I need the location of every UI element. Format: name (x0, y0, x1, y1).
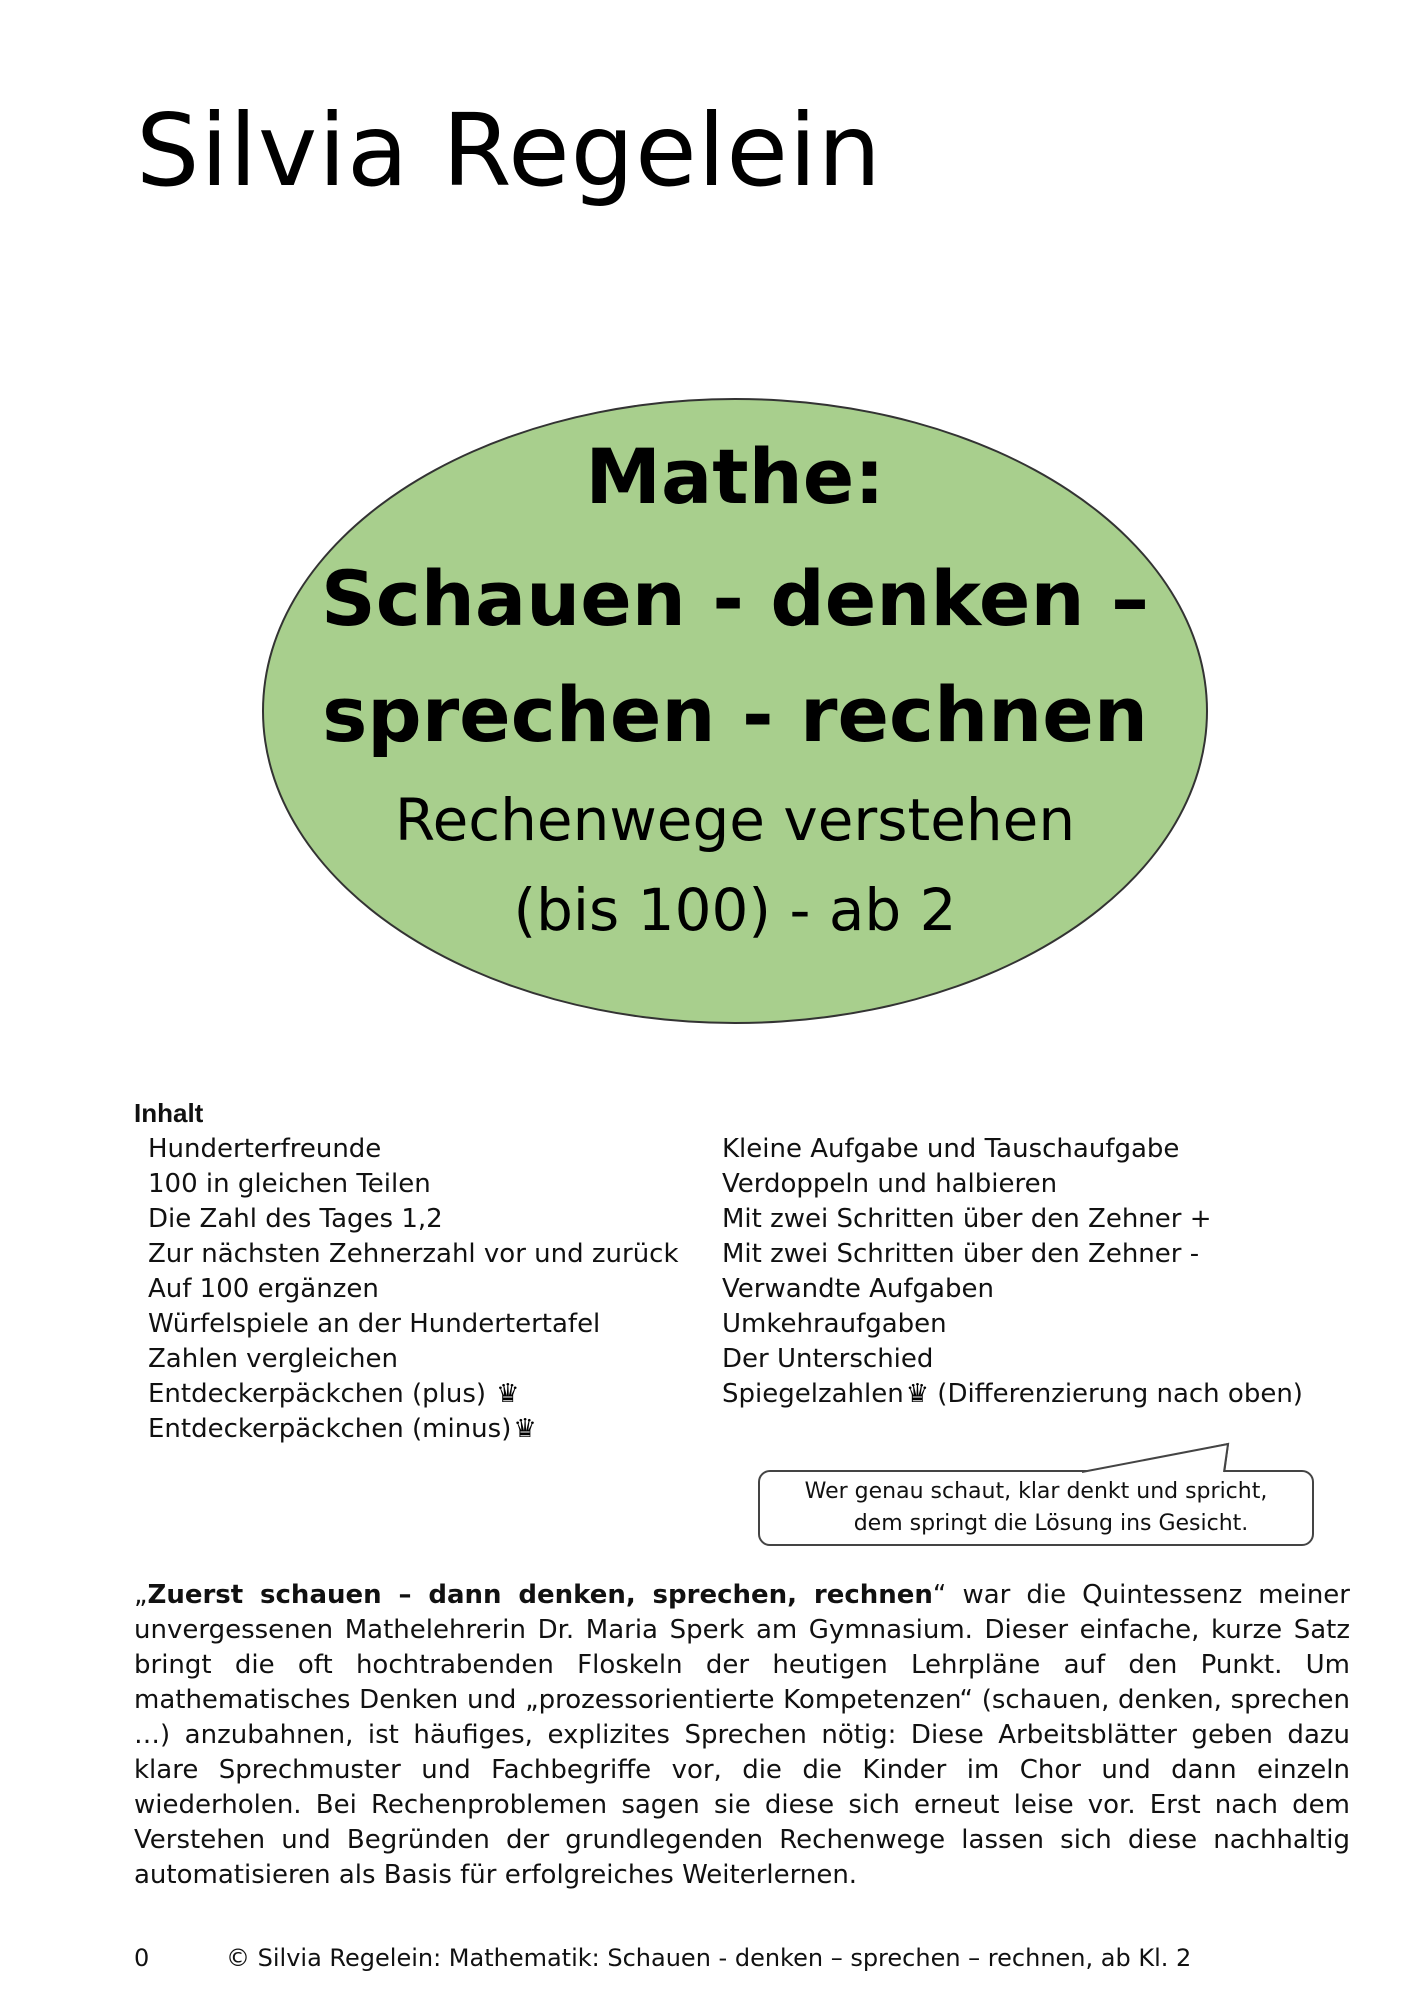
contents-item: Hunderterfreunde (148, 1134, 382, 1164)
title-line-3: sprechen - rechnen (322, 670, 1148, 759)
subtitle-line-2: (bis 100) - ab 2 (513, 876, 957, 944)
crown-icon: ♛ (905, 1379, 930, 1409)
contents-item-note: (Differenzierung nach oben) (937, 1379, 1303, 1409)
speech-bubble-line-1: Wer genau schaut, klar denkt und spricht, (804, 1479, 1268, 1504)
subtitle-line-1: Rechenwege verstehen (394, 786, 1076, 854)
contents-item-label: Spiegelzahlen (722, 1379, 904, 1409)
contents-heading: Inhalt (134, 1098, 204, 1128)
contents-item: 100 in gleichen Teilen (148, 1169, 431, 1199)
motto-bold: Zuerst schauen – dann denken, sprechen, rechnen (147, 1580, 933, 1610)
contents-item: Würfelspiele an der Hundertertafel (148, 1309, 601, 1339)
contents-item: Auf 100 ergänzen (148, 1274, 379, 1304)
contents-item: Mit zwei Schritten über den Zehner - (722, 1239, 1200, 1269)
contents-list-left (148, 1132, 708, 1447)
contents-item: Verdoppeln und halbieren (722, 1169, 1058, 1199)
paragraph-text: “ war die Quintessenz meiner unvergessenen Mathelehrerin Dr. Maria Sperk am Gymnasium. Dieser einfache, kurze Satz bringt die oft hochtrabenden Floskeln der heutigen Lehrpläne auf den Punkt. Um mathematisches Denken und „prozessorientierte Kompetenzen“ (schauen, denken, sprechen …) anzubahnen, ist häufiges, explizites Sprechen nötig: Diese Arbeitsblätter geben dazu klare Sprechmuster und Fachbegriffe vor, die die Kinder im Chor und dann einzeln wiederholen. Bei Rechenproblemen sagen sie diese sich erneut leise vor. Erst nach dem Verstehen und Begründen der grundlegenden Rechenwege lassen sich diese nachhaltig automatisieren als Basis für erfolgreiches Weiterlernen. (134, 1580, 1350, 1890)
title-line-2: Schauen - denken – (320, 554, 1150, 643)
contents-item: Kleine Aufgabe und Tauschaufgabe (722, 1134, 1180, 1164)
speech-bubble-line-2: dem springt die Lösung ins Gesicht. (853, 1511, 1249, 1536)
speech-bubble-tail-outline (1060, 1442, 1230, 1474)
contents-item-label: Entdeckerpäckchen (minus) (148, 1414, 512, 1444)
page-number: 0 (134, 1944, 150, 1972)
contents-item: Die Zahl des Tages 1,2 (148, 1204, 443, 1234)
open-quote: „ (134, 1580, 148, 1610)
contents-item-label: Entdeckerpäckchen (plus) (148, 1379, 487, 1409)
contents-item: Umkehraufgaben (722, 1309, 947, 1339)
contents-item: Mit zwei Schritten über den Zehner + (722, 1204, 1212, 1234)
crown-icon: ♛ (513, 1414, 537, 1444)
title-line-1: Mathe: (585, 432, 885, 521)
contents-item-crown (148, 1412, 708, 1447)
footer-copyright: © Silvia Regelein: Mathematik: Schauen - denken – sprechen – rechnen, ab Kl. 2 (226, 1944, 1192, 1972)
contents-item: Zahlen vergleichen (148, 1344, 398, 1374)
contents-item-crown (148, 1377, 708, 1412)
author-name: Silvia Regelein (136, 92, 883, 209)
contents-item-crown (722, 1377, 1372, 1412)
contents-list-right (722, 1132, 1372, 1412)
contents-item: Der Unterschied (722, 1344, 934, 1374)
crown-icon: ♛ (496, 1379, 520, 1409)
contents-item: Verwandte Aufgaben (722, 1274, 994, 1304)
contents-item: Zur nächsten Zehnerzahl vor und zurück (148, 1239, 679, 1269)
intro-paragraph (134, 1578, 1350, 1893)
